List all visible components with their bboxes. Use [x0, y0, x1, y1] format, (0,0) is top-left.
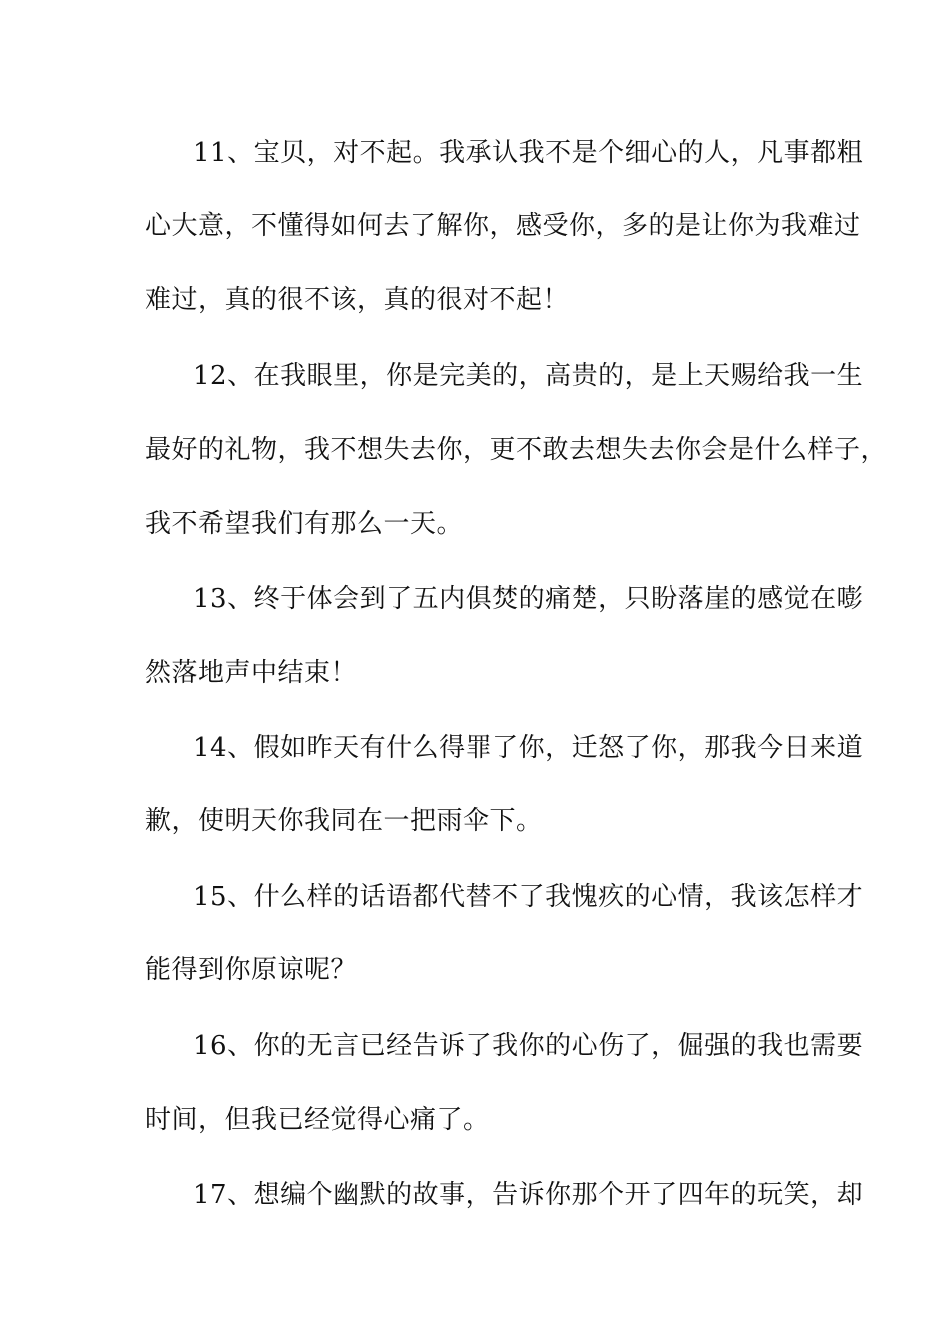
text-line: 我不希望我们有那么一天。: [145, 509, 464, 539]
text-line: 16、你的无言已经告诉了我你的心伤了，倔强的我也需要: [193, 1031, 864, 1061]
text-line: 然落地声中结束！: [145, 658, 358, 688]
text-line: 心大意，不懂得如何去了解你，感受你，多的是让你为我难过: [145, 211, 861, 241]
text-line: 最好的礼物，我不想失去你，更不敢去想失去你会是什么样子，: [145, 435, 888, 465]
text-line: 难过，真的很不该，真的很对不起！: [145, 285, 570, 315]
text-line: 17、想编个幽默的故事，告诉你那个开了四年的玩笑，却: [193, 1180, 864, 1210]
text-line: 14、假如昨天有什么得罪了你，迁怒了你，那我今日来道: [193, 733, 864, 763]
text-line: 13、终于体会到了五内俱焚的痛楚，只盼落崖的感觉在嘭: [193, 584, 864, 614]
text-line: 能得到你原谅呢？: [145, 955, 358, 985]
text-line: 12、在我眼里，你是完美的，高贵的，是上天赐给我一生: [193, 361, 864, 391]
text-line: 歉，使明天你我同在一把雨伞下。: [145, 806, 543, 836]
text-line: 15、什么样的话语都代替不了我愧疚的心情，我该怎样才: [193, 882, 864, 912]
text-line: 11、宝贝，对不起。我承认我不是个细心的人，凡事都粗: [193, 138, 864, 168]
text-line: 时间，但我已经觉得心痛了。: [145, 1105, 490, 1135]
